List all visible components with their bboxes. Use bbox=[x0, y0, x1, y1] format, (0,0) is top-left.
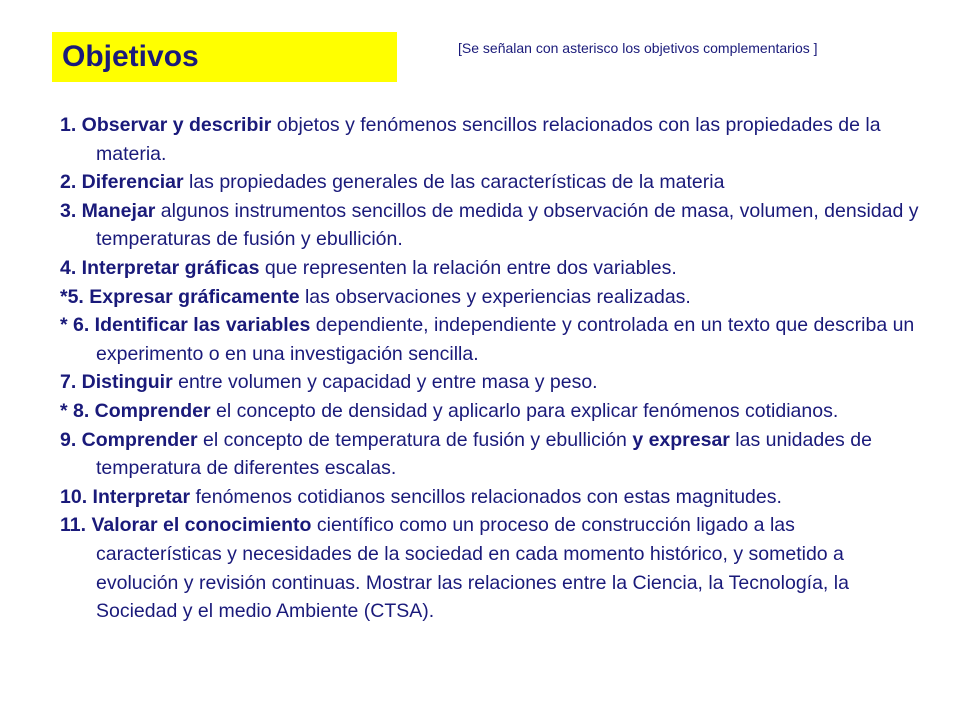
objective-text: científico como un proceso de construcción ligado a las características y necesidades de la sociedad en cada momento histórico, y sometido a evolución y revisión continuas. Mostrar las relaciones entre la Ciencia, la Tecnología, la Sociedad y el medio Ambiente (CTSA). bbox=[96, 514, 849, 623]
objective-heading: 2. Diferenciar bbox=[60, 171, 184, 194]
objective-item bbox=[60, 197, 922, 254]
objective-heading: 10. Interpretar bbox=[60, 485, 191, 508]
objective-item bbox=[60, 397, 922, 426]
objective-text: el concepto de temperatura de fusión y ebullición bbox=[197, 428, 633, 451]
objective-item bbox=[60, 168, 922, 197]
objective-item bbox=[60, 511, 922, 625]
objective-item bbox=[60, 368, 922, 397]
title-banner bbox=[52, 32, 397, 82]
objective-item bbox=[60, 111, 922, 168]
objective-heading: 3. Manejar bbox=[60, 199, 156, 222]
objective-heading: 9. Comprender bbox=[60, 428, 198, 451]
objectives-list bbox=[60, 111, 922, 626]
complementary-note: [Se señalan con asterisco los objetivos complementarios ] bbox=[458, 40, 818, 56]
objective-heading: 4. Interpretar gráficas bbox=[60, 256, 260, 279]
objective-item bbox=[60, 426, 922, 483]
objective-heading: 1. Observar y describir bbox=[60, 114, 272, 136]
objective-item bbox=[60, 283, 922, 312]
objective-heading: * 8. Comprender bbox=[60, 399, 211, 422]
objective-heading-secondary: y expresar bbox=[632, 428, 730, 451]
objective-heading: * 6. Identificar las variables bbox=[60, 314, 311, 337]
page-title: Objetivos bbox=[62, 40, 199, 73]
objective-text: fenómenos cotidianos sencillos relacionados con estas magnitudes. bbox=[190, 485, 782, 508]
objective-text-secondary: las unidades de temperatura de diferentes escalas. bbox=[96, 428, 872, 480]
objective-heading: *5. Expresar gráficamente bbox=[60, 285, 300, 308]
objective-text: entre volumen y capacidad y entre masa y peso. bbox=[172, 371, 598, 394]
objective-text: el concepto de densidad y aplicarlo para explicar fenómenos cotidianos. bbox=[210, 399, 839, 422]
objective-heading: 7. Distinguir bbox=[60, 371, 173, 394]
objective-text: dependiente, independiente y controlada en un texto que describa un experimento o en una investigación sencilla. bbox=[96, 314, 915, 365]
objective-item bbox=[60, 311, 922, 368]
objective-heading: 11. Valorar el conocimiento bbox=[60, 514, 312, 537]
objective-text: algunos instrumentos sencillos de medida y observación de masa, volumen, densidad y temperaturas de fusión y ebullición. bbox=[96, 199, 919, 251]
objective-item bbox=[60, 254, 922, 283]
objective-text: que representen la relación entre dos variables. bbox=[259, 256, 677, 279]
objective-text: objetos y fenómenos sencillos relacionados con las propiedades de la materia. bbox=[96, 114, 881, 165]
objective-item bbox=[60, 483, 922, 512]
objective-text: las observaciones y experiencias realizadas. bbox=[299, 285, 691, 308]
objective-text: las propiedades generales de las características de la materia bbox=[183, 171, 725, 194]
